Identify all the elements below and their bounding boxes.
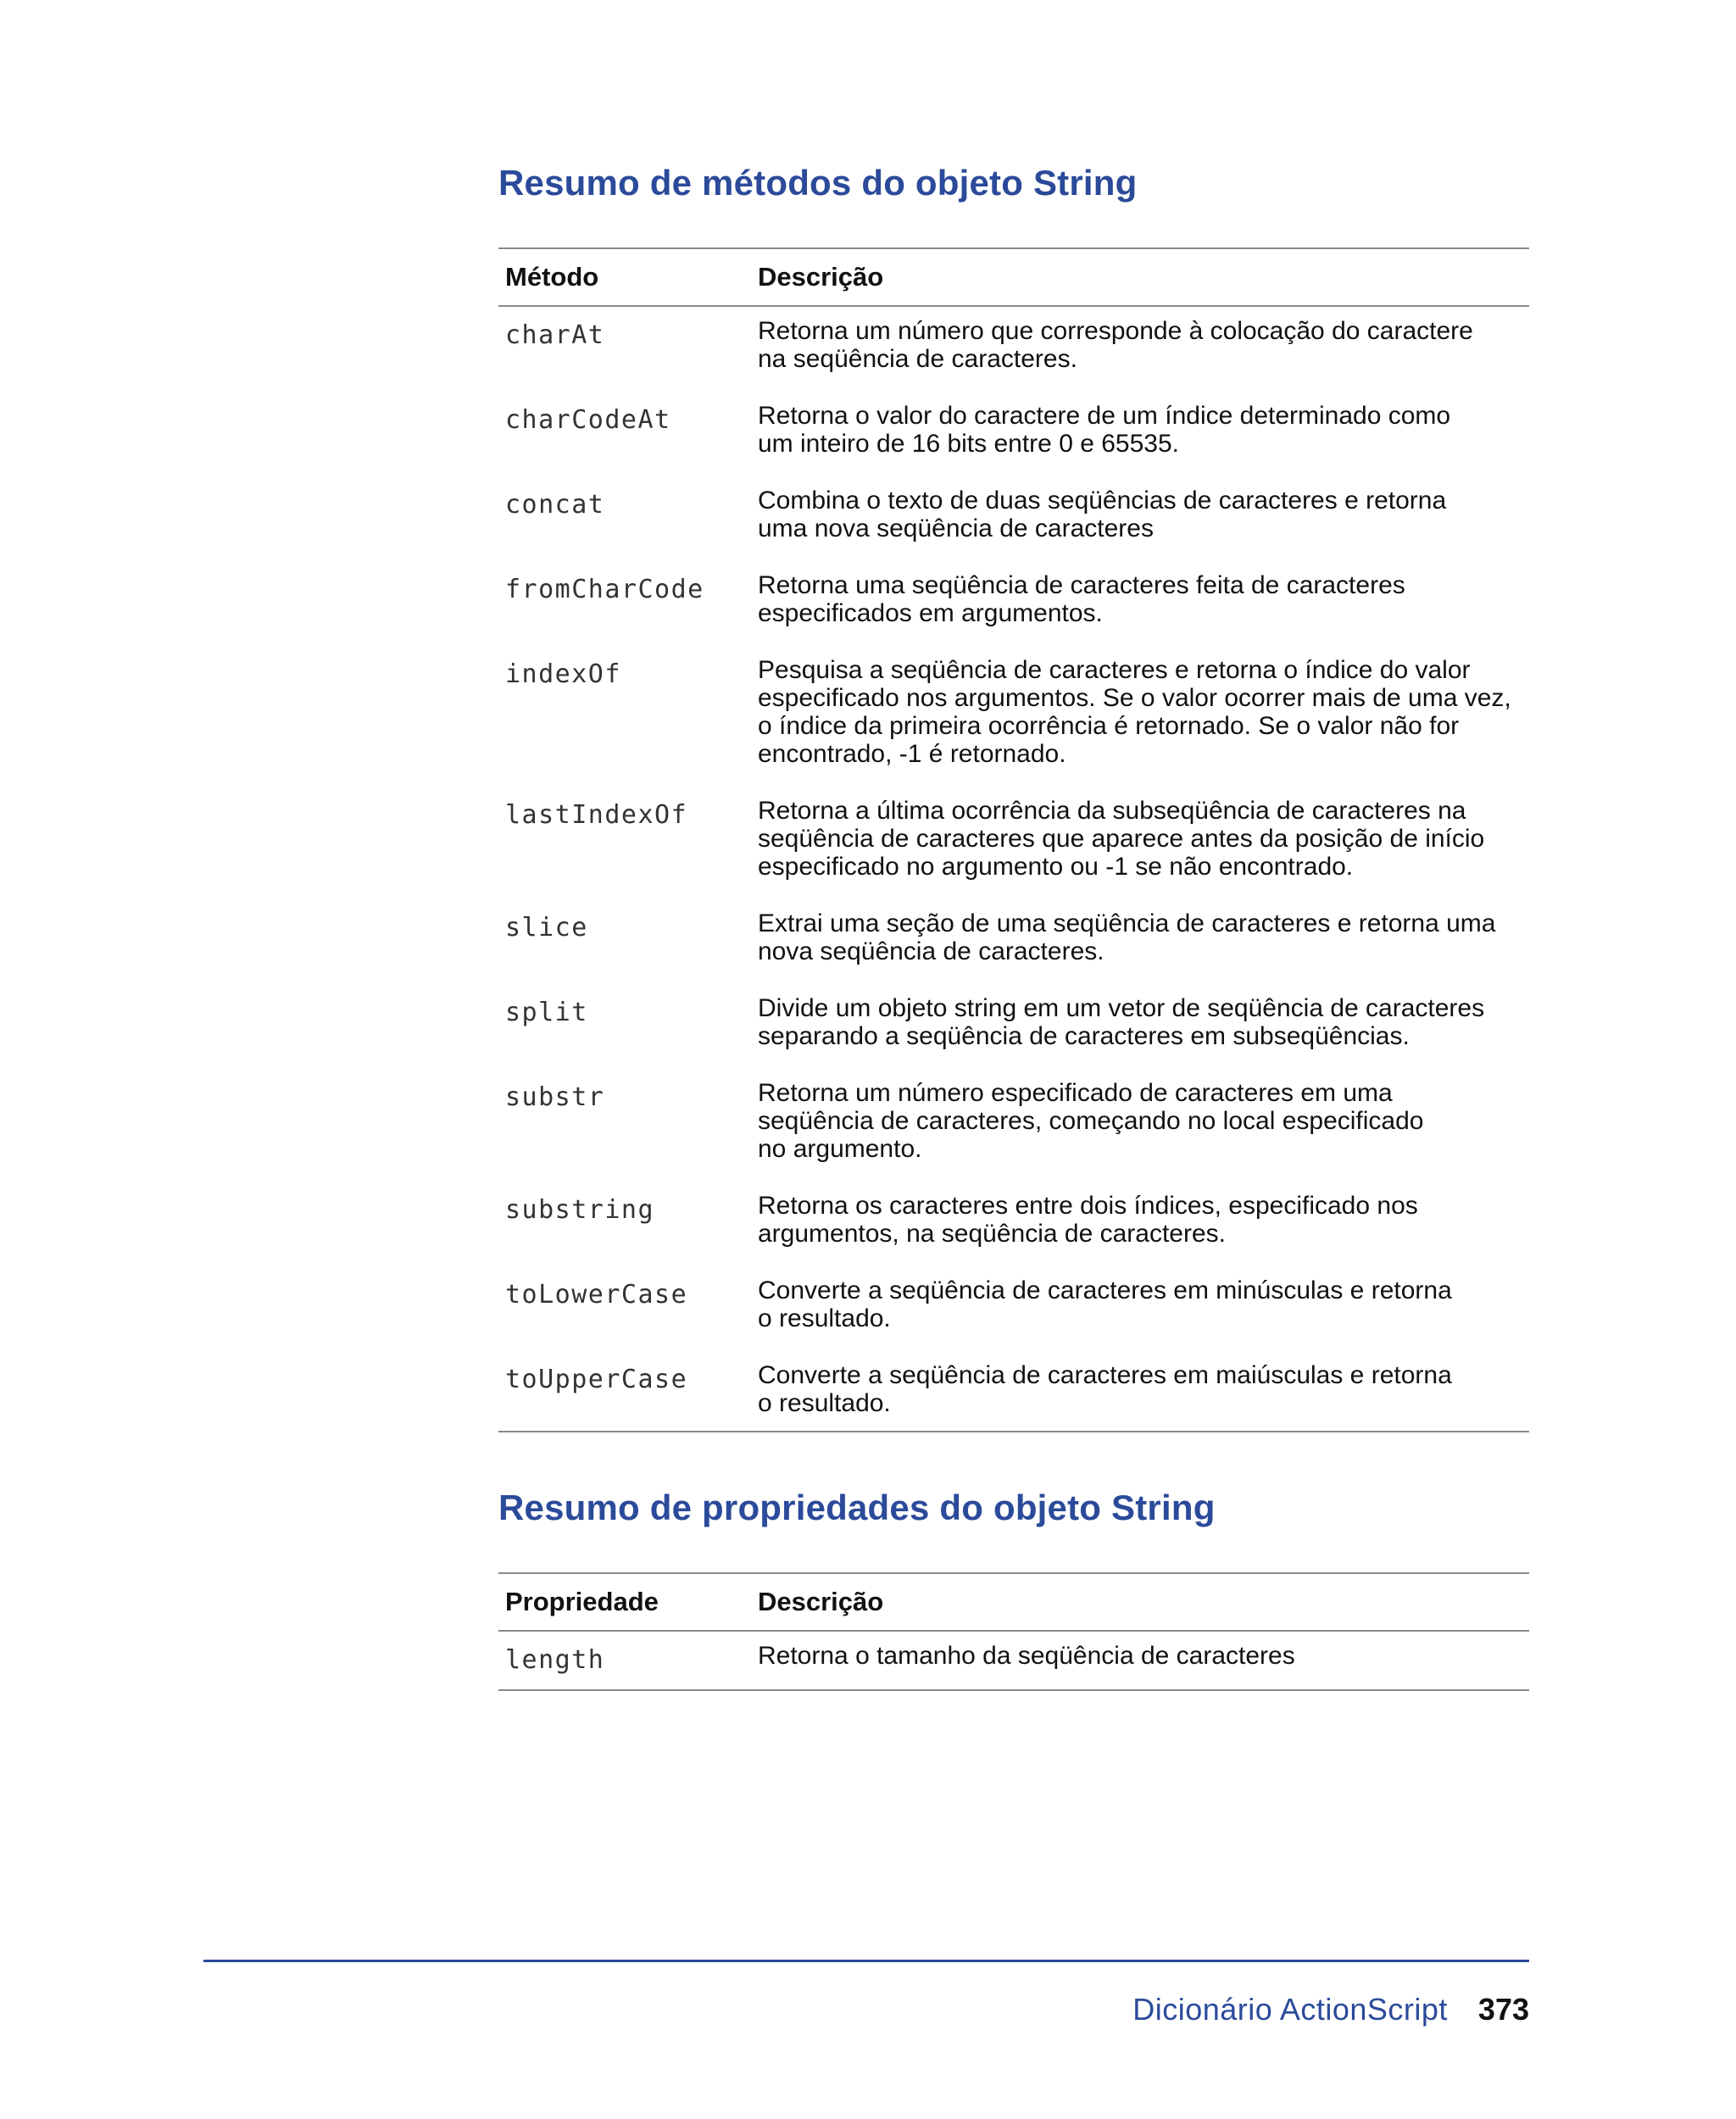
footer-divider xyxy=(203,1960,1529,1962)
method-description: Retorna os caracteres entre dois índices, especificado nos argumentos, na seqüência de caracteres. xyxy=(758,1192,1418,1248)
method-name: slice xyxy=(505,913,588,943)
table-row xyxy=(498,317,1529,373)
page-footer xyxy=(1132,1992,1529,2027)
methods-table-body xyxy=(498,307,1529,1431)
table-row xyxy=(498,1192,1529,1248)
page-number: 373 xyxy=(1477,1992,1529,2027)
method-name: substr xyxy=(505,1082,605,1112)
method-description: Retorna um número especificado de caracteres em uma seqüência de caracteres, começando no local especificado no argumento. xyxy=(758,1079,1424,1163)
method-description: Divide um objeto string em um vetor de seqüência de caracteres separando a seqüência de caracteres em subseqüências. xyxy=(758,994,1485,1050)
method-name: charCodeAt xyxy=(505,405,671,435)
method-name: split xyxy=(505,998,588,1027)
properties-section-title: Resumo de propriedades do objeto String xyxy=(498,1488,1216,1527)
method-name: fromCharCode xyxy=(505,575,704,604)
method-description: Combina o texto de duas seqüências de caracteres e retorna uma nova seqüência de caracteres xyxy=(758,487,1447,542)
method-description: Pesquisa a seqüência de caracteres e retorna o índice do valor especificado nos argumentos. Se o valor ocorrer mais de uma vez, o índice da primeira ocorrência é retornado. Se o valor não for encontrado, -1 é retornado. xyxy=(758,656,1511,768)
method-name: charAt xyxy=(505,320,605,350)
methods-section-title: Resumo de métodos do objeto String xyxy=(498,163,1138,203)
method-description: Retorna um número que corresponde à colocação do caractere na seqüência de caracteres. xyxy=(758,317,1473,373)
method-name: toLowerCase xyxy=(505,1280,688,1310)
table-row xyxy=(498,571,1529,627)
property-description: Retorna o tamanho da seqüência de caracteres xyxy=(758,1642,1295,1670)
properties-table-header xyxy=(498,1574,1529,1632)
properties-table-body xyxy=(498,1632,1529,1689)
table-row xyxy=(498,402,1529,458)
method-name: substring xyxy=(505,1195,655,1225)
method-description: Retorna a última ocorrência da subseqüência de caracteres na seqüência de caracteres que aparece antes da posição de início especificado no argumento ou -1 se não encontrado. xyxy=(758,797,1485,881)
method-description: Retorna uma seqüência de caracteres feita de caracteres especificados em argumentos. xyxy=(758,571,1405,627)
method-description: Extrai uma seção de uma seqüência de caracteres e retorna uma nova seqüência de caracteres. xyxy=(758,909,1496,965)
method-description: Retorna o valor do caractere de um índice determinado como um inteiro de 16 bits entre 0 e 65535. xyxy=(758,402,1451,458)
methods-table xyxy=(498,247,1529,1432)
method-description: Converte a seqüência de caracteres em maiúsculas e retorna o resultado. xyxy=(758,1361,1452,1417)
methods-col-method-header: Método xyxy=(505,262,599,292)
methods-col-description-header: Descrição xyxy=(758,262,884,292)
footer-book-title: Dicionário ActionScript xyxy=(1132,1992,1448,2027)
method-description: Converte a seqüência de caracteres em minúsculas e retorna o resultado. xyxy=(758,1276,1452,1332)
table-row xyxy=(498,994,1529,1050)
properties-col-description-header: Descrição xyxy=(758,1587,884,1616)
method-name: concat xyxy=(505,490,605,520)
method-name: indexOf xyxy=(505,659,621,689)
methods-table-header xyxy=(498,249,1529,307)
table-row xyxy=(498,1642,1529,1676)
method-name: toUpperCase xyxy=(505,1365,688,1394)
table-row xyxy=(498,909,1529,965)
table-row xyxy=(498,656,1529,768)
table-row xyxy=(498,1276,1529,1332)
table-row xyxy=(498,1361,1529,1417)
property-name: length xyxy=(505,1645,605,1675)
table-row xyxy=(498,1079,1529,1163)
method-name: lastIndexOf xyxy=(505,800,688,830)
properties-col-property-header: Propriedade xyxy=(505,1587,659,1616)
table-row xyxy=(498,797,1529,881)
table-row xyxy=(498,487,1529,542)
properties-table xyxy=(498,1572,1529,1691)
